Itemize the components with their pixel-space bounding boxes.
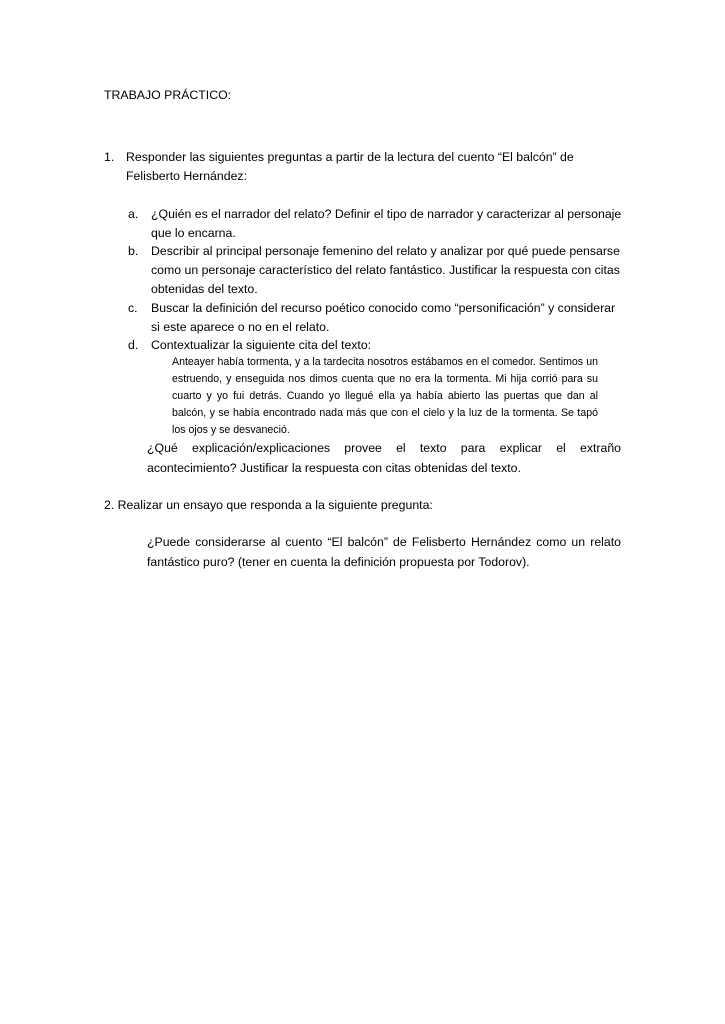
list-item-text: ¿Quién es el narrador del relato? Definir el tipo de narrador y caracterizar al personaje que lo encarna. <box>151 207 622 240</box>
list-item-text: Contextualizar la siguiente cita del texto: <box>151 338 372 352</box>
question-2-body <box>147 533 621 572</box>
list-item-a <box>128 205 624 243</box>
question-2-line-2: fantástico puro? (tener en cuenta la definición propuesta por Todorov). <box>147 554 530 569</box>
question-1-number: 1. <box>104 150 115 164</box>
list-marker: c. <box>128 301 138 315</box>
document-title: TRABAJO PRÁCTICO: <box>104 88 232 102</box>
follow-up-question <box>147 439 621 478</box>
list-marker: d. <box>128 338 139 352</box>
list-item-b <box>128 242 624 299</box>
list-marker: a. <box>128 207 139 221</box>
list-item-d <box>128 336 624 355</box>
question-2-heading: 2. Realizar un ensayo que responda a la siguiente pregunta: <box>104 498 433 512</box>
question-2-line-1: ¿Puede considerarse al cuento “El balcón” de Felisberto Hernández como un relato <box>147 535 621 549</box>
list-item-c <box>128 299 624 337</box>
follow-up-line-1: ¿Qué explicación/explicaciones provee el texto para explicar el extraño <box>147 441 621 455</box>
follow-up-line-2: acontecimiento? Justificar la respuesta con citas obtenidas del texto. <box>147 460 521 475</box>
list-item-text: Describir al principal personaje femenino del relato y analizar por qué puede pensarse como un personaje característico del relato fantástico. Justificar la respuesta con citas obtenidas del texto. <box>151 244 620 296</box>
question-1-text: Responder las siguientes preguntas a partir de la lectura del cuento “El balcón” de Felisberto Hernández: <box>126 150 574 183</box>
list-item-text: Buscar la definición del recurso poético conocido como “personificación” y considerar si este aparece o no en el relato. <box>151 301 616 334</box>
block-quote: Anteayer había tormenta, y a la tardecita nosotros estábamos en el comedor. Sentimos un estruendo, y enseguida nos dimos cuenta que no era la tormenta. Mi hija corrió para su cuarto y yo fui detrás. Cuando yo llegué ella ya había abierto las puertas que dan al balcón, y se había encontrado nada más que con el cielo y la luz de la tormenta. Se tapó los ojos y se desvaneció. <box>172 356 598 436</box>
list-marker: b. <box>128 244 139 258</box>
